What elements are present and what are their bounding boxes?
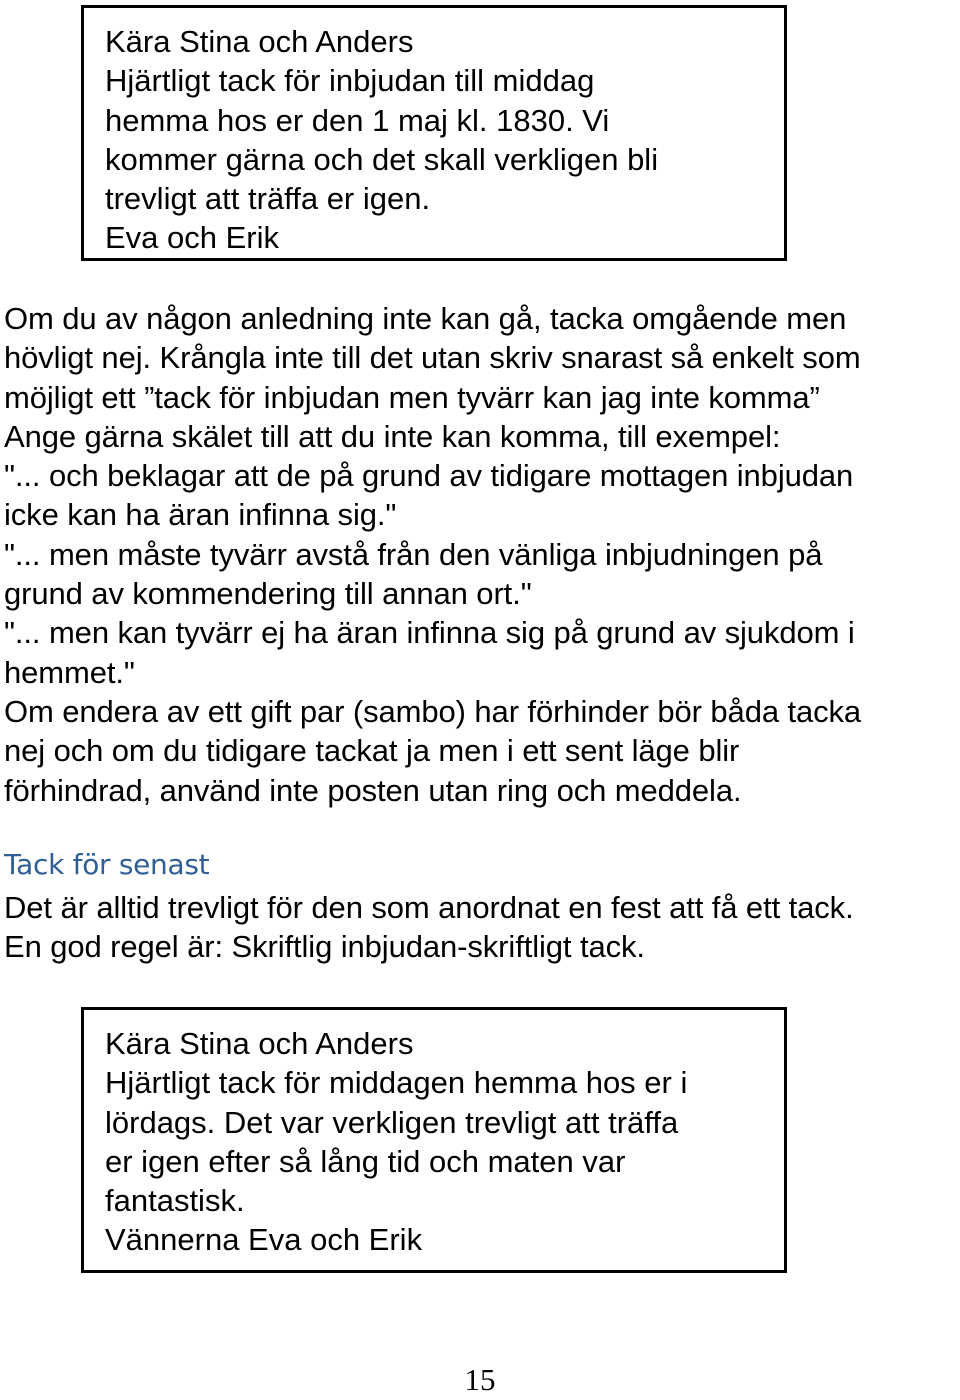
letter-line: Kära Stina och Anders xyxy=(105,1026,414,1061)
example-quote-line: "... men måste tyvärr avstå från den vänliga inbjudningen på xyxy=(4,536,823,572)
declining-advice-paragraph xyxy=(4,299,960,810)
example-quote-line: grund av kommendering till annan ort." xyxy=(4,576,532,612)
letter-line: Hjärtligt tack för inbjudan till middag xyxy=(105,63,595,99)
paragraph-line: nej och om du tidigare tackat ja men i ett sent läge blir xyxy=(4,733,740,769)
paragraph-line: möjligt ett ”tack för inbjudan men tyvärr kan jag inte komma” xyxy=(4,379,820,415)
section-heading: Tack för senast xyxy=(4,848,210,881)
page-number: 15 xyxy=(464,1362,496,1397)
example-quote-line: icke kan ha äran infinna sig." xyxy=(4,497,397,533)
example-quote-line: hemmet." xyxy=(4,654,135,690)
letter-line: kommer gärna och det skall verkligen bli xyxy=(105,141,659,177)
letter-line: lördags. Det var verkligen trevligt att träffa xyxy=(105,1104,679,1140)
paragraph-line: Om endera av ett gift par (sambo) har förhinder bör båda tacka xyxy=(4,693,862,729)
thank-you-letter-box xyxy=(81,1007,787,1273)
letter-line: trevligt att träffa er igen. xyxy=(105,181,431,217)
letter-line: Hjärtligt tack för middagen hemma hos er i xyxy=(105,1065,688,1101)
letter-line: er igen efter så lång tid och maten var xyxy=(105,1143,626,1179)
letter-line: hemma hos er den 1 maj kl. 1830. Vi xyxy=(105,102,610,138)
letter-signature: Eva och Erik xyxy=(105,220,280,256)
paragraph-line: Om du av någon anledning inte kan gå, tacka omgående men xyxy=(4,301,847,336)
paragraph-line: förhindrad, använd inte posten utan ring och meddela. xyxy=(4,772,742,808)
paragraph-line: En god regel är: Skriftlig inbjudan-skriftligt tack. xyxy=(4,929,645,965)
paragraph-line: Ange gärna skälet till att du inte kan komma, till exempel: xyxy=(4,418,781,454)
paragraph-line: Det är alltid trevligt för den som anordnat en fest att få ett tack. xyxy=(4,890,854,925)
letter-line: Kära Stina och Anders xyxy=(105,24,414,59)
letter-line: fantastisk. xyxy=(105,1183,245,1219)
example-quote-line: "... men kan tyvärr ej ha äran infinna sig på grund av sjukdom i xyxy=(4,615,855,651)
thank-you-intro-paragraph xyxy=(4,888,854,967)
example-quote-line: "... och beklagar att de på grund av tidigare mottagen inbjudan xyxy=(4,458,854,494)
invitation-reply-letter-box xyxy=(81,5,787,261)
letter-signature: Vännerna Eva och Erik xyxy=(105,1222,423,1258)
paragraph-line: hövligt nej. Krångla inte till det utan skriv snarast så enkelt som xyxy=(4,340,861,376)
